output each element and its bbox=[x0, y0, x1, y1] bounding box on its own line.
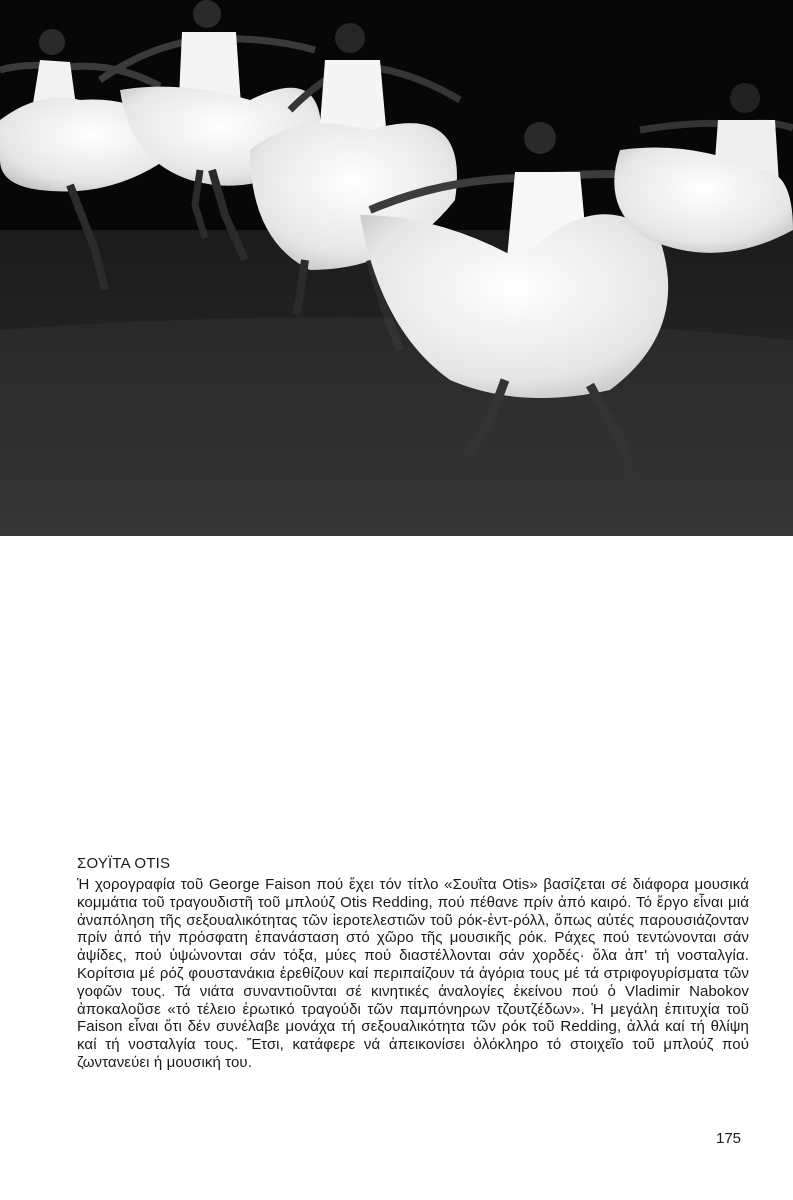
dance-photograph bbox=[0, 0, 793, 536]
article-heading: ΣΟΥΪΤΑ OTIS bbox=[77, 855, 171, 872]
page-number: 175 bbox=[716, 1130, 742, 1147]
article bbox=[77, 855, 749, 1072]
article-body: Ἡ χορογραφία τοῦ George Faison πού ἔχει τόν τίτλο «Σουΐτα Otis» βασίζεται σέ διάφορα μουσικά κομμάτια τοῦ τραγουδιστῆ τοῦ μπλούζ Otis Redding, πού πέθανε πρίν ἀπό καιρό. Τό ἔργο εἶναι μιά ἀναπόληση τῆς σεξουαλικότητας τῶν ἱεροτελεστιῶν τοῦ ρόκ-ἐντ-ρόλλ, ὅπως αὐτές παρουσιάζονταν πρίν ἀπό τήν πρόσφατη ἐπανάσταση στό χῶρο τῆς μουσικῆς ρόκ. Ράχες πού τεντώνονται σάν ἀψίδες, πού ὑψώνονται σάν τόξα, μύες πού διαστέλλονται σάν χορδές· ὅλα ἀπ' τή νοσταλγία. Κορίτσια μέ ρόζ φουστανάκια ἐρεθίζουν καί περιπαίζουν τά ἀγόρια τους μέ τά στριφογυρίσματα τῶν γοφῶν τους. Τά νιάτα συναντιοῦνται σέ κινητικές ἀναλογίες ἐκείνου πού ὁ Vladimir Nabokov ἀποκαλοῦσε «τό τέλειο ἐρωτικό τραγούδι τῶν παμπόνηρων τζουτζέδων». Ἡ μεγάλη ἐπιτυχία τοῦ Faison εἶναι ὅτι δέν συνέλαβε μονάχα τή σεξουαλικότητα τῶν ρόκ τοῦ Redding, ἀλλά καί τή θλίψη καί τή νοσταλγία τους. Ἔτσι, κατάφερε νά ἀπεικονίσει ὁλόκληρο τό στοιχεῖο τοῦ μπλούζ πού ζωντανεύει ἡ μουσική του. bbox=[77, 876, 749, 1071]
dance-photograph-illustration bbox=[0, 0, 793, 536]
